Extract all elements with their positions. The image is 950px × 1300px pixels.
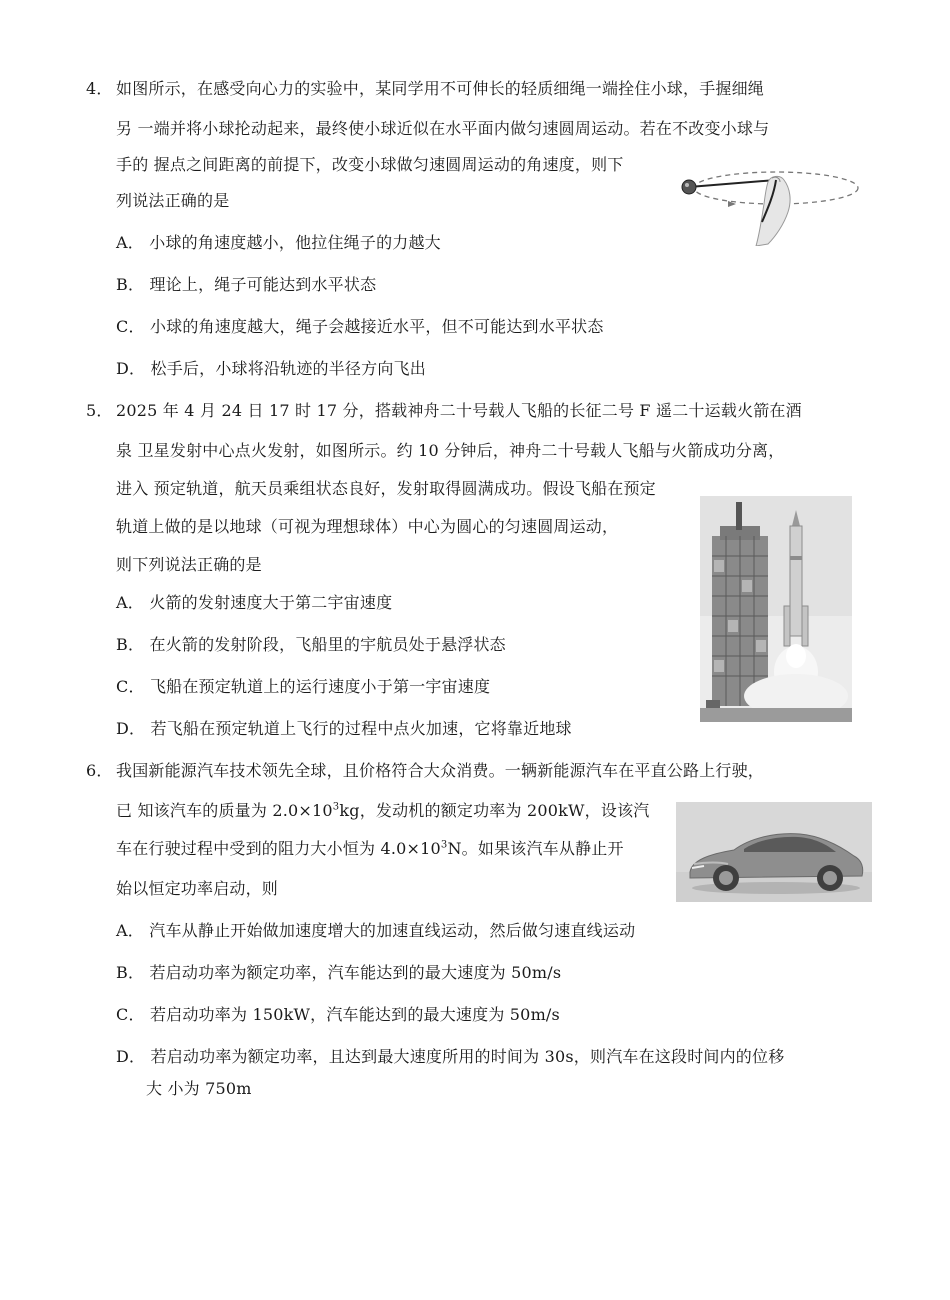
question-4-stem-line-3: 手的 握点之间距离的前提下，改变小球做匀速圆周运动的角速度，则下 <box>116 155 624 174</box>
question-5-stem-line-3: 进入 预定轨道，航天员乘组状态良好，发射取得圆满成功。假设飞船在预定 <box>116 479 656 498</box>
option-label: A． <box>116 921 144 940</box>
option-text: 汽车从静止开始做加速度增大的加速直线运动，然后做匀速直线运动 <box>149 921 636 940</box>
option-text: 火箭的发射速度大于第二宇宙速度 <box>149 593 393 612</box>
stem-text: 已 知该汽车的质量为 2.0×10 <box>116 801 333 820</box>
question-4-stem-line-2: 另 一端并将小球抡动起来，最终使小球近似在水平面内做匀速圆周运动。若在不改变小球与 <box>116 119 770 138</box>
option-text: 小球的角速度越大，绳子会越接近水平，但不可能达到水平状态 <box>149 317 604 336</box>
question-5-stem-line-4: 轨道上做的是以地球（可视为理想球体）中心为圆心的匀速圆周运动， <box>116 517 619 536</box>
option-label: B． <box>116 275 145 294</box>
rocket-launch-illustration <box>700 496 852 722</box>
option-text: 理论上，绳子可能达到水平状态 <box>149 275 377 294</box>
question-5-stem-line-1: 2025 年 4 月 24 日 17 时 17 分，搭载神舟二十号载人飞船的长征二号 F 遥二十运载火箭在酒 <box>116 401 802 420</box>
question-4-option-a <box>116 232 441 254</box>
circular-motion-illustration <box>676 160 862 246</box>
question-5-stem-line-2: 泉 卫星发射中心点火发射，如图所示。约 10 分钟后，神舟二十号载人飞船与火箭成功分离， <box>116 441 785 460</box>
question-5-number: 5． <box>86 401 113 420</box>
question-4-stem-line-4: 列说法正确的是 <box>116 191 230 210</box>
exponent: 3 <box>332 801 340 813</box>
question-6-stem-line-4: 始以恒定功率启动，则 <box>116 879 279 898</box>
circular-motion-figure <box>676 160 862 246</box>
question-6-stem-line-3 <box>116 838 624 860</box>
exponent: 3 <box>440 839 448 851</box>
option-label: C． <box>116 677 145 696</box>
option-text: 在火箭的发射阶段，飞船里的宇航员处于悬浮状态 <box>149 635 506 654</box>
question-4-option-c <box>116 316 604 338</box>
question-6-option-d <box>116 1046 784 1068</box>
question-5-option-c <box>116 676 490 698</box>
question-4-option-d <box>116 358 426 380</box>
question-5-option-d <box>116 718 572 740</box>
rocket-launch-photo <box>700 496 852 722</box>
question-5-option-a <box>116 592 392 614</box>
option-label: A． <box>116 233 144 252</box>
question-6-option-a <box>116 920 635 942</box>
option-text: 小球的角速度越小，他拉住绳子的力越大 <box>149 233 441 252</box>
option-label: D． <box>116 719 146 738</box>
question-6-option-d-continued: 大 小为 750m <box>146 1079 252 1098</box>
question-5-stem-line-5: 则下列说法正确的是 <box>116 555 262 574</box>
option-label: B． <box>116 963 145 982</box>
stem-text: N。如果该汽车从静止开 <box>447 839 624 858</box>
question-6-stem-line-2 <box>116 800 649 822</box>
stem-text: kg，发动机的额定功率为 200kW，设该汽 <box>339 801 650 820</box>
option-label: C． <box>116 317 145 336</box>
option-text: 飞船在预定轨道上的运行速度小于第一宇宙速度 <box>149 677 491 696</box>
question-4-option-b <box>116 274 376 296</box>
question-6-option-c <box>116 1004 560 1026</box>
option-text: 若启动功率为额定功率，汽车能达到的最大速度为 50m/s <box>149 963 562 982</box>
option-text: 若飞船在预定轨道上飞行的过程中点火加速，它将靠近地球 <box>150 719 572 738</box>
option-text: 若启动功率为额定功率，且达到最大速度所用的时间为 30s，则汽车在这段时间内的位移 <box>150 1047 785 1066</box>
option-text: 若启动功率为 150kW，汽车能达到的最大速度为 50m/s <box>149 1005 560 1024</box>
question-6-stem-line-1: 我国新能源汽车技术领先全球，且价格符合大众消费。一辆新能源汽车在平直公路上行驶， <box>116 761 765 780</box>
electric-car-illustration <box>676 802 872 902</box>
question-4-stem-line-1: 如图所示，在感受向心力的实验中，某同学用不可伸长的轻质细绳一端拴住小球，手握细绳 <box>116 79 765 98</box>
option-label: D． <box>116 359 146 378</box>
option-label: C． <box>116 1005 145 1024</box>
option-label: A． <box>116 593 144 612</box>
electric-car-photo <box>676 802 872 902</box>
option-label: D． <box>116 1047 146 1066</box>
question-5-option-b <box>116 634 506 656</box>
question-4-number: 4． <box>86 79 113 98</box>
option-text: 松手后，小球将沿轨迹的半径方向飞出 <box>150 359 426 378</box>
question-6-number: 6． <box>86 761 113 780</box>
stem-text: 车在行驶过程中受到的阻力大小恒为 4.0×10 <box>116 839 441 858</box>
question-6-option-b <box>116 962 561 984</box>
option-label: B． <box>116 635 145 654</box>
